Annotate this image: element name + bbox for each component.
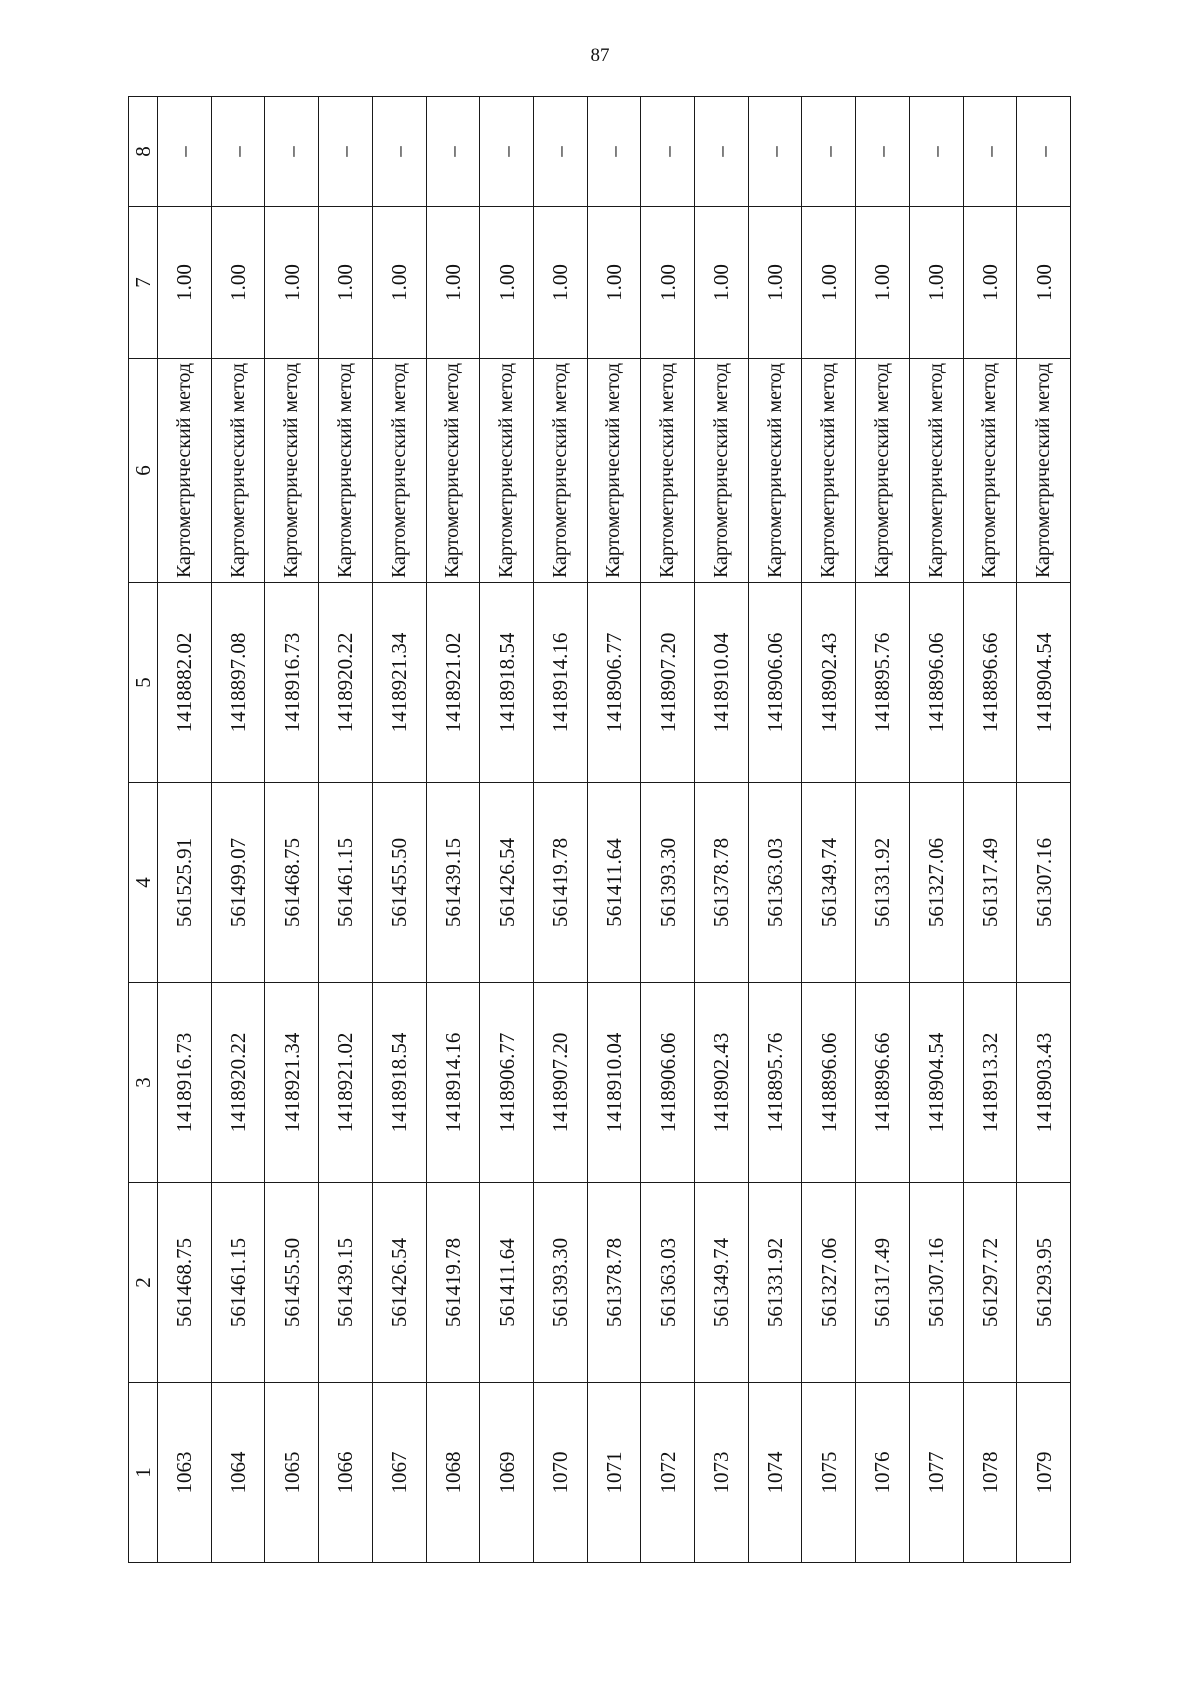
cell-method: Картометрический метод [426,359,480,583]
table-row [802,97,856,1563]
cell-note: – [265,97,319,207]
cell-point-number: 1068 [426,1383,480,1563]
cell-note: – [533,97,587,207]
table-row [695,97,749,1563]
cell-y-start: 1418906.77 [480,983,534,1183]
cell-accuracy: 1.00 [856,207,910,359]
cell-x-end: 561327.06 [909,783,963,983]
table-row [319,97,373,1563]
column-header-7: 7 [129,207,158,359]
cell-y-end: 1418896.66 [963,583,1017,783]
cell-note: – [1017,97,1071,207]
cell-x-start: 561349.74 [695,1183,749,1383]
cell-x-start: 561419.78 [426,1183,480,1383]
cell-y-end: 1418906.06 [748,583,802,783]
cell-accuracy: 1.00 [963,207,1017,359]
column-header-4: 4 [129,783,158,983]
table-row [158,97,212,1563]
cell-y-end: 1418921.34 [372,583,426,783]
cell-accuracy: 1.00 [533,207,587,359]
coordinates-table-container [128,97,1071,1563]
cell-note: – [802,97,856,207]
cell-note: – [426,97,480,207]
cell-note: – [641,97,695,207]
cell-note: – [856,97,910,207]
cell-y-end: 1418902.43 [802,583,856,783]
table-row [748,97,802,1563]
cell-y-end: 1418920.22 [319,583,373,783]
cell-x-start: 561293.95 [1017,1183,1071,1383]
cell-y-start: 1418920.22 [211,983,265,1183]
table-row [265,97,319,1563]
column-header-3: 3 [129,983,158,1183]
cell-y-end: 1418910.04 [695,583,749,783]
cell-x-start: 561426.54 [372,1183,426,1383]
cell-point-number: 1073 [695,1383,749,1563]
cell-x-end: 561525.91 [158,783,212,983]
column-header-6: 6 [129,359,158,583]
cell-method: Картометрический метод [802,359,856,583]
table-row [963,97,1017,1563]
column-header-2: 2 [129,1183,158,1383]
cell-x-end: 561426.54 [480,783,534,983]
cell-x-end: 561468.75 [265,783,319,983]
cell-y-end: 1418918.54 [480,583,534,783]
cell-accuracy: 1.00 [748,207,802,359]
table-row [856,97,910,1563]
cell-accuracy: 1.00 [1017,207,1071,359]
cell-accuracy: 1.00 [587,207,641,359]
cell-accuracy: 1.00 [480,207,534,359]
cell-x-start: 561439.15 [319,1183,373,1383]
cell-note: – [748,97,802,207]
cell-method: Картометрический метод [856,359,910,583]
cell-method: Картометрический метод [695,359,749,583]
cell-accuracy: 1.00 [426,207,480,359]
cell-accuracy: 1.00 [158,207,212,359]
cell-x-end: 561363.03 [748,783,802,983]
cell-method: Картометрический метод [533,359,587,583]
cell-y-end: 1418897.08 [211,583,265,783]
cell-y-end: 1418904.54 [1017,583,1071,783]
cell-y-start: 1418918.54 [372,983,426,1183]
cell-method: Картометрический метод [963,359,1017,583]
cell-point-number: 1077 [909,1383,963,1563]
cell-point-number: 1075 [802,1383,856,1563]
cell-x-end: 561349.74 [802,783,856,983]
coordinates-table [128,96,1071,1563]
cell-x-start: 561307.16 [909,1183,963,1383]
cell-method: Картометрический метод [909,359,963,583]
cell-x-start: 561297.72 [963,1183,1017,1383]
cell-y-end: 1418896.06 [909,583,963,783]
cell-point-number: 1072 [641,1383,695,1563]
cell-method: Картометрический метод [1017,359,1071,583]
cell-x-end: 561439.15 [426,783,480,983]
cell-x-end: 561393.30 [641,783,695,983]
table-row [1017,97,1071,1563]
cell-point-number: 1067 [372,1383,426,1563]
table-row [480,97,534,1563]
cell-y-start: 1418896.66 [856,983,910,1183]
cell-method: Картометрический метод [319,359,373,583]
cell-y-start: 1418903.43 [1017,983,1071,1183]
cell-accuracy: 1.00 [319,207,373,359]
cell-x-end: 561455.50 [372,783,426,983]
cell-x-end: 561317.49 [963,783,1017,983]
cell-method: Картометрический метод [158,359,212,583]
cell-x-start: 561461.15 [211,1183,265,1383]
cell-point-number: 1074 [748,1383,802,1563]
cell-note: – [963,97,1017,207]
cell-x-start: 561455.50 [265,1183,319,1383]
table-row [372,97,426,1563]
table-row [211,97,265,1563]
cell-point-number: 1078 [963,1383,1017,1563]
cell-x-end: 561378.78 [695,783,749,983]
table-header [129,97,158,1563]
cell-point-number: 1069 [480,1383,534,1563]
cell-point-number: 1070 [533,1383,587,1563]
cell-y-end: 1418906.77 [587,583,641,783]
page-number: 87 [590,45,610,66]
cell-x-start: 561393.30 [533,1183,587,1383]
cell-y-start: 1418904.54 [909,983,963,1183]
cell-note: – [319,97,373,207]
cell-point-number: 1065 [265,1383,319,1563]
cell-y-start: 1418895.76 [748,983,802,1183]
cell-point-number: 1079 [1017,1383,1071,1563]
cell-x-start: 561363.03 [641,1183,695,1383]
cell-x-start: 561317.49 [856,1183,910,1383]
cell-accuracy: 1.00 [909,207,963,359]
table-row [587,97,641,1563]
cell-accuracy: 1.00 [641,207,695,359]
cell-x-start: 561331.92 [748,1183,802,1383]
cell-method: Картометрический метод [641,359,695,583]
table-body [158,97,1071,1563]
cell-note: – [695,97,749,207]
cell-accuracy: 1.00 [372,207,426,359]
cell-note: – [372,97,426,207]
column-header-8: 8 [129,97,158,207]
cell-point-number: 1063 [158,1383,212,1563]
cell-y-start: 1418921.02 [319,983,373,1183]
cell-accuracy: 1.00 [211,207,265,359]
cell-x-end: 561419.78 [533,783,587,983]
cell-x-end: 561331.92 [856,783,910,983]
cell-y-start: 1418914.16 [426,983,480,1183]
cell-y-start: 1418910.04 [587,983,641,1183]
cell-note: – [587,97,641,207]
cell-x-start: 561327.06 [802,1183,856,1383]
cell-x-start: 561378.78 [587,1183,641,1383]
cell-x-end: 561499.07 [211,783,265,983]
cell-x-end: 561307.16 [1017,783,1071,983]
column-header-5: 5 [129,583,158,783]
cell-y-end: 1418882.02 [158,583,212,783]
cell-accuracy: 1.00 [802,207,856,359]
cell-point-number: 1066 [319,1383,373,1563]
cell-y-end: 1418921.02 [426,583,480,783]
cell-y-start: 1418896.06 [802,983,856,1183]
table-row [909,97,963,1563]
cell-accuracy: 1.00 [695,207,749,359]
cell-accuracy: 1.00 [265,207,319,359]
cell-method: Картометрический метод [587,359,641,583]
cell-y-end: 1418895.76 [856,583,910,783]
table-row [641,97,695,1563]
cell-x-end: 561461.15 [319,783,373,983]
cell-y-start: 1418916.73 [158,983,212,1183]
cell-note: – [909,97,963,207]
cell-point-number: 1064 [211,1383,265,1563]
cell-point-number: 1076 [856,1383,910,1563]
cell-y-start: 1418906.06 [641,983,695,1183]
cell-y-start: 1418913.32 [963,983,1017,1183]
cell-y-end: 1418916.73 [265,583,319,783]
cell-note: – [480,97,534,207]
cell-x-end: 561411.64 [587,783,641,983]
cell-y-start: 1418902.43 [695,983,749,1183]
table-row [426,97,480,1563]
cell-method: Картометрический метод [748,359,802,583]
cell-point-number: 1071 [587,1383,641,1563]
cell-method: Картометрический метод [480,359,534,583]
cell-y-start: 1418907.20 [533,983,587,1183]
column-header-1: 1 [129,1383,158,1563]
cell-method: Картометрический метод [372,359,426,583]
cell-y-end: 1418914.16 [533,583,587,783]
cell-note: – [211,97,265,207]
cell-method: Картометрический метод [211,359,265,583]
cell-note: – [158,97,212,207]
cell-method: Картометрический метод [265,359,319,583]
cell-y-end: 1418907.20 [641,583,695,783]
cell-x-start: 561411.64 [480,1183,534,1383]
header-row [129,97,158,1563]
table-row [533,97,587,1563]
cell-y-start: 1418921.34 [265,983,319,1183]
cell-x-start: 561468.75 [158,1183,212,1383]
